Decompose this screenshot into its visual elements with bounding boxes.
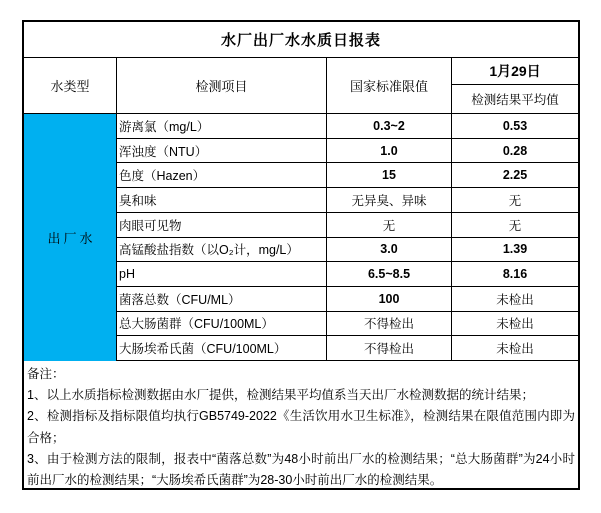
notes-section	[24, 361, 578, 491]
header-test-item: 检测项目	[117, 58, 327, 113]
table-row	[117, 336, 578, 361]
report-table	[22, 20, 580, 490]
test-item-cell: 浑浊度（NTU）	[117, 139, 327, 163]
note-item: 2、检测指标及指标限值均执行GB5749-2022《生活饮用水卫生标准》，检测结果在限值范围内即为合格；	[27, 409, 575, 445]
result-cell: 1.39	[502, 242, 528, 257]
table-row	[117, 262, 578, 287]
header-result-group	[452, 58, 578, 113]
note-item: 3、由于检测方法的限制，报表中“菌落总数”为48小时前出厂水的检测结果；“总大肠菌群”为24小时前出厂水的检测结果；“大肠埃希氏菌群”为28-30小时前出厂水的检测结果。	[27, 451, 575, 488]
data-rows	[117, 114, 578, 361]
limit-cell: 不得检出	[327, 312, 452, 336]
test-item-cell: 色度（Hazen）	[117, 163, 327, 187]
water-type-cell: 出厂水	[24, 114, 117, 361]
table-row	[117, 114, 578, 139]
table-row	[117, 139, 578, 164]
test-item-cell: 游离氯（mg/L）	[117, 114, 327, 138]
table-row	[117, 163, 578, 188]
limit-cell: 3.0	[327, 238, 452, 262]
table-row	[117, 312, 578, 337]
result-cell: 未检出	[496, 317, 534, 332]
table-row	[117, 188, 578, 213]
result-cell: 0.28	[502, 143, 528, 158]
limit-cell: 100	[327, 287, 452, 311]
result-cell: 未检出	[496, 292, 534, 307]
limit-cell: 不得检出	[327, 336, 452, 360]
table-body	[24, 114, 578, 361]
result-cell: 无	[508, 193, 522, 208]
table-row	[117, 238, 578, 263]
limit-cell: 15	[327, 163, 452, 187]
result-cell: 无	[508, 218, 522, 233]
result-cell: 8.16	[502, 267, 528, 282]
table-header	[24, 58, 578, 114]
table-row	[117, 287, 578, 312]
limit-cell: 无异臭、异味	[327, 188, 452, 212]
test-item-cell: 菌落总数（CFU/ML）	[117, 287, 327, 311]
test-item-cell: 臭和味	[117, 188, 327, 212]
limit-cell: 1.0	[327, 139, 452, 163]
test-item-cell: pH	[117, 262, 327, 286]
table-row	[117, 213, 578, 238]
notes-label: 备注：	[27, 367, 65, 381]
limit-cell: 6.5~8.5	[327, 262, 452, 286]
header-avg-result: 检测结果平均值	[471, 93, 559, 107]
report-title: 水厂出厂水水质日报表	[24, 22, 578, 58]
result-cell: 0.53	[502, 118, 528, 133]
limit-cell: 无	[327, 213, 452, 237]
header-date: 1月29日	[452, 58, 578, 85]
header-water-type: 水类型	[24, 58, 117, 113]
header-national-limit: 国家标准限值	[327, 58, 452, 113]
test-item-cell: 肉眼可见物	[117, 213, 327, 237]
test-item-cell: 大肠埃希氏菌（CFU/100ML）	[117, 336, 327, 360]
test-item-cell: 高锰酸盐指数（以O₂计，mg/L）	[117, 238, 327, 262]
result-cell: 未检出	[496, 342, 534, 357]
note-item: 1、以上水质指标检测数据由水厂提供，检测结果平均值系当天出厂水检测数据的统计结果；	[27, 388, 534, 403]
test-item-cell: 总大肠菌群（CFU/100ML）	[117, 312, 327, 336]
limit-cell: 0.3~2	[327, 114, 452, 138]
result-cell: 2.25	[502, 168, 528, 183]
